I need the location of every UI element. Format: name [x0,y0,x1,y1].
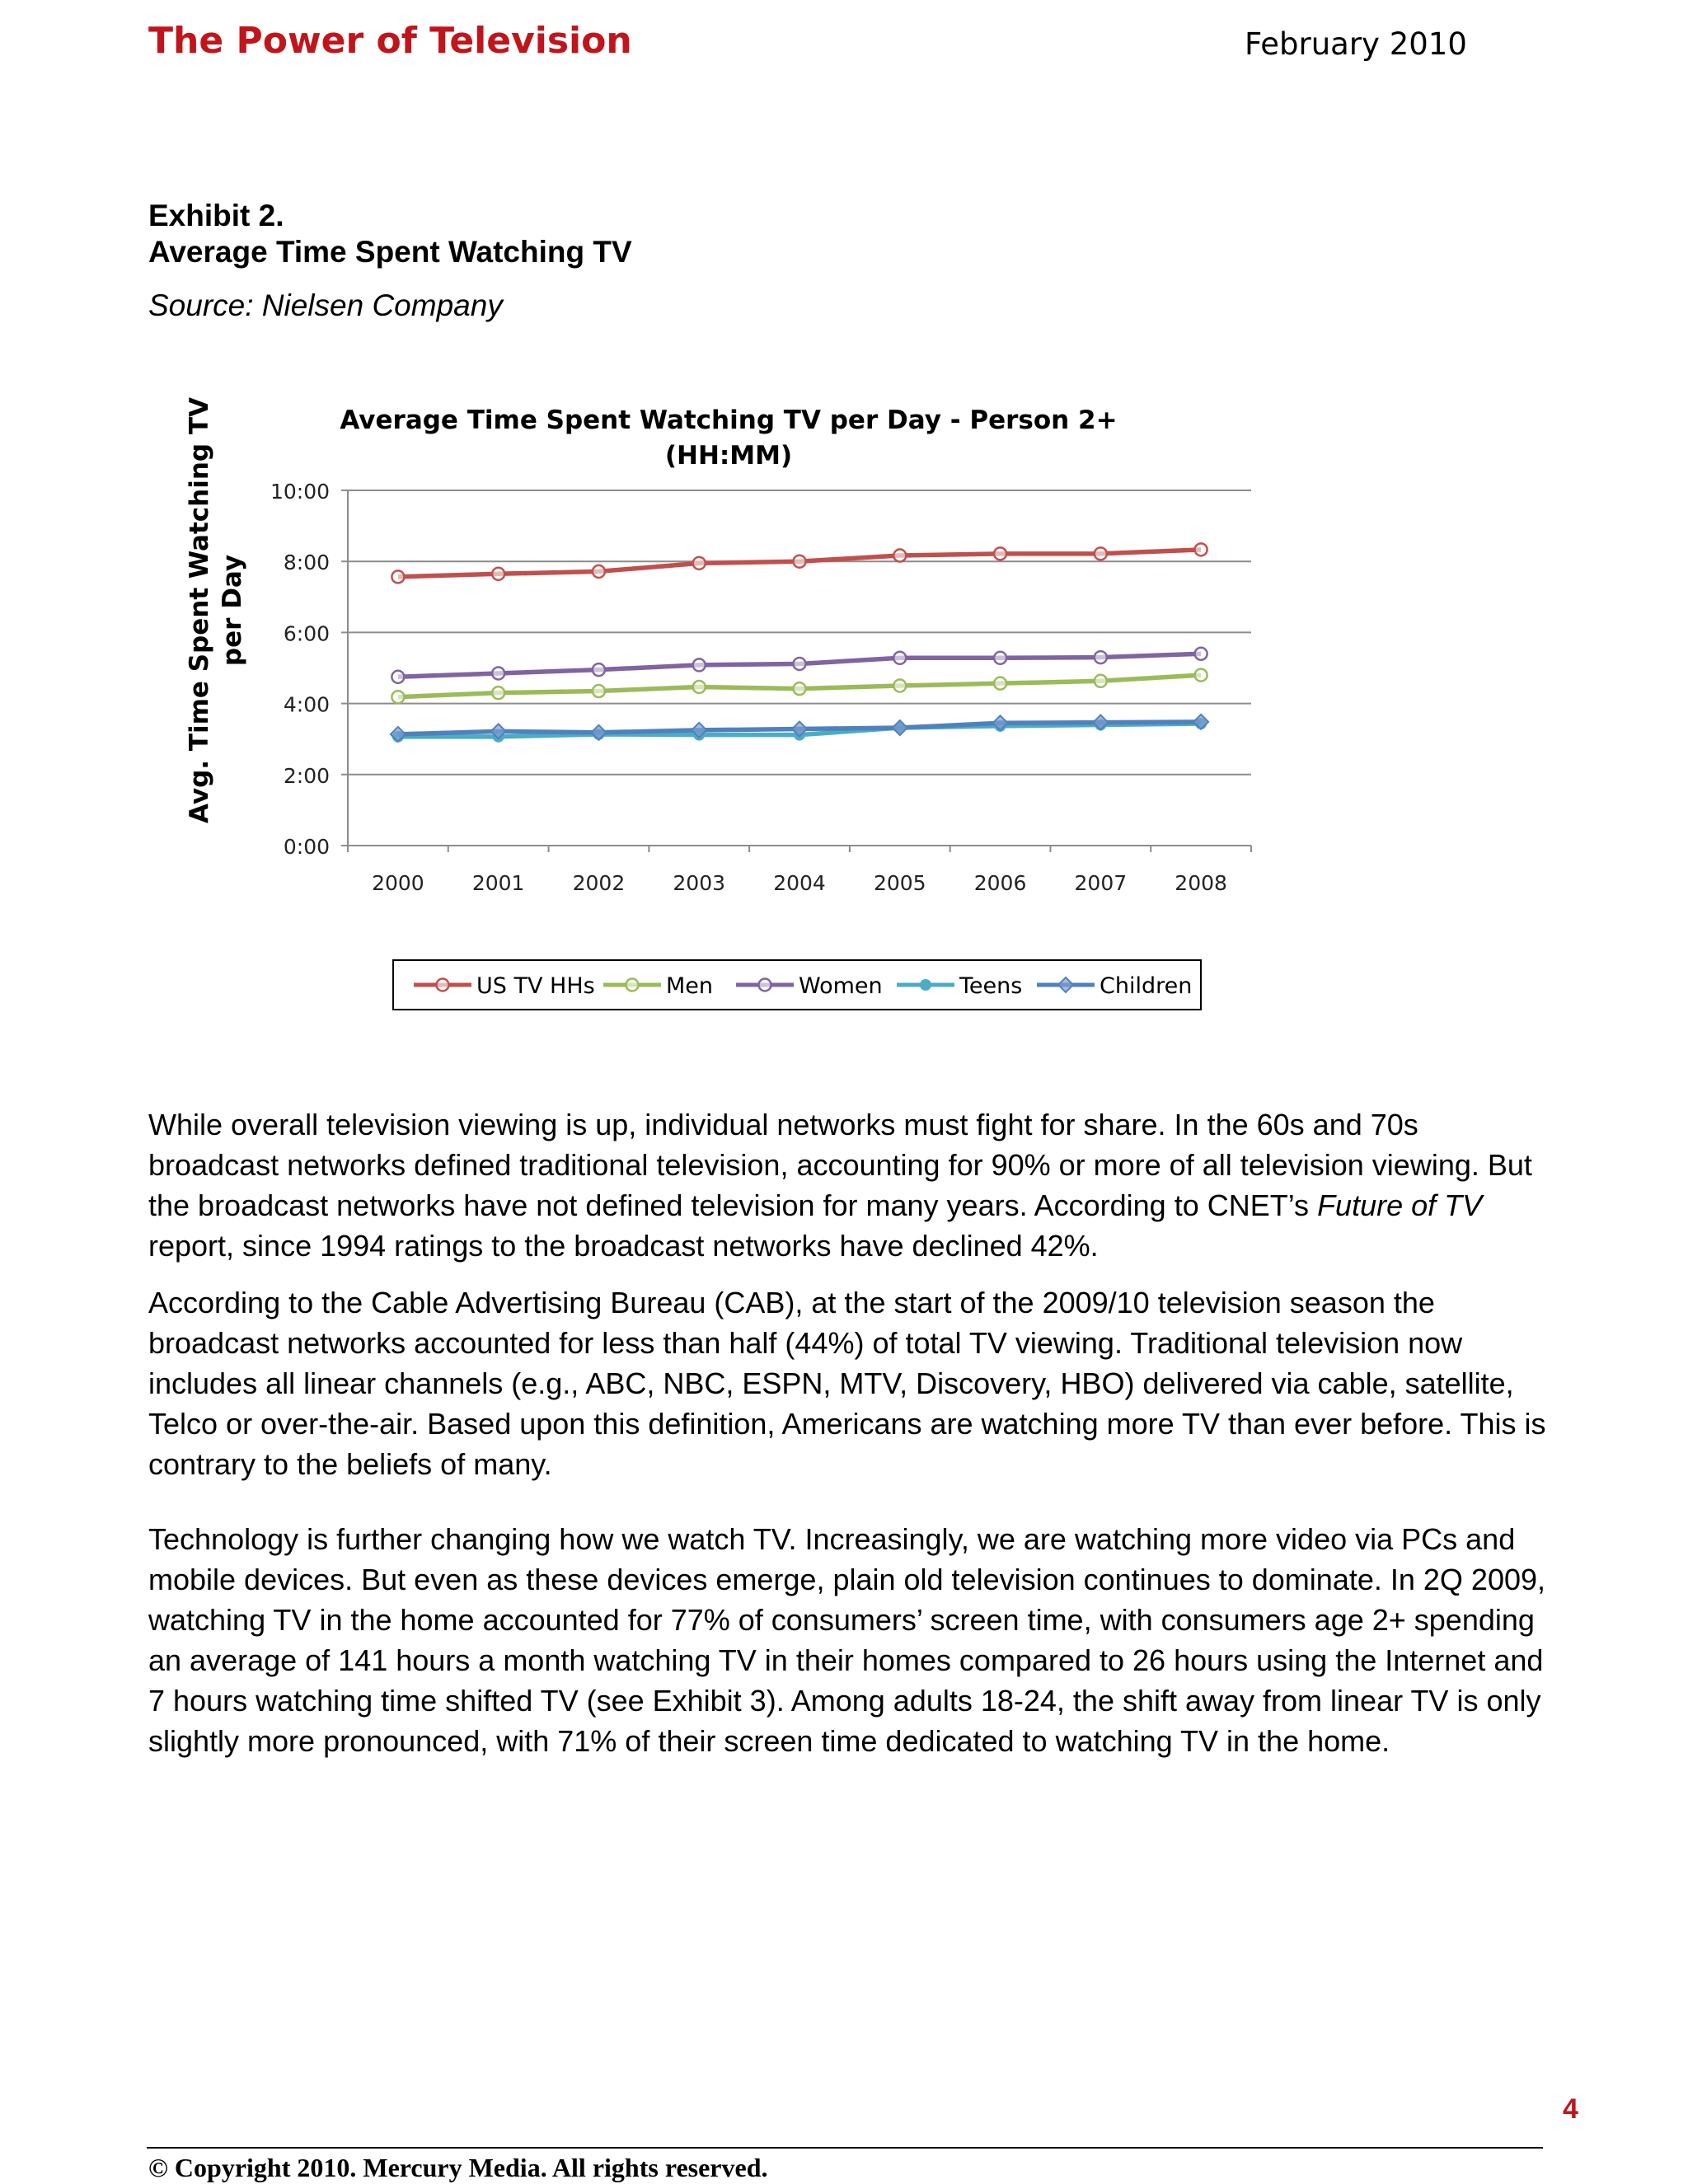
tv-viewing-chart [165,387,1269,1096]
y-axis-label-line-2: per Day [218,554,247,667]
chart-title-line-1: Average Time Spent Watching TV per Day - Person 2+ [340,405,1118,435]
text-run: While overall television viewing is up, individual networks must fight for share. In the 60s and 70s broadcast networks defined traditional television, accounting for 90% or more of all television viewing. But the broadcast networks have not defined television for many years. According to CNET’s [148,1108,1532,1222]
legend-marker-us-tv-hhs [437,979,449,991]
x-tick-label: 2002 [572,871,626,895]
data-point-women [1095,651,1107,663]
data-point-women [693,658,706,671]
data-point-children [1193,715,1208,729]
data-point-us-tv-hhs [693,557,706,569]
legend-marker-women [759,979,771,991]
y-tick-label: 6:00 [283,621,330,646]
exhibit-title: Average Time Spent Watching TV [148,235,632,269]
data-point-us-tv-hhs [1195,543,1207,555]
y-axis-label-line-1: Avg. Time Spent Watching TV [185,396,214,824]
data-point-us-tv-hhs [593,565,605,578]
y-tick-label: 10:00 [270,480,330,504]
copyright-notice: © Copyright 2010. Mercury Media. All rights reserved. [148,2153,768,2182]
data-point-women [1195,648,1207,660]
data-point-us-tv-hhs [492,568,504,580]
data-point-men [1195,669,1207,682]
y-tick-label: 4:00 [283,692,330,717]
x-tick-label: 2004 [773,871,826,895]
italic-run: Future of TV [1317,1188,1483,1222]
exhibit-label: Exhibit 2. [148,199,284,232]
data-point-children [893,720,907,735]
data-point-men [492,687,504,699]
y-tick-label: 0:00 [283,835,330,859]
footer-divider [147,2147,1543,2149]
exhibit-source: Source: Nielsen Company [148,288,503,322]
data-point-us-tv-hhs [994,547,1006,560]
document-header-title: The Power of Television [148,20,632,62]
data-point-us-tv-hhs [794,555,806,568]
legend-label-teens: Teens [959,973,1023,999]
paragraph-2 [148,1282,1550,1484]
data-point-women [794,658,806,670]
x-tick-label: 2003 [673,871,726,895]
data-point-children [591,725,606,740]
y-tick-label: 2:00 [283,763,330,788]
data-point-men [794,682,806,695]
data-point-us-tv-hhs [1095,547,1107,560]
data-point-women [392,671,404,683]
text-run: Technology is further changing how we watch TV. Increasingly, we are watching more video via PCs and mobile devices. But even as these devices emerge, plain old television continues to dominate. In 2Q 2009, watching TV in the home accounted for 77% of consumers’ screen time, with consumers age 2+ spending an average of 141 hours a month watching TV in their homes compared to 26 hours using the Internet and 7 hours watching time shifted TV (see Exhibit 3). Among adults 18-24, the shift away from linear TV is only slightly more pronounced, with 71% of their screen time dedicated to watching TV in the home. [148,1522,1546,1758]
data-point-men [893,680,906,692]
x-tick-label: 2005 [873,871,926,895]
page-number: 4 [1563,2093,1578,2125]
paragraph-1 [148,1104,1550,1266]
data-point-women [994,652,1006,664]
paragraph-3 [148,1519,1550,1761]
legend-label-children: Children [1100,973,1193,999]
data-point-children [391,727,406,742]
data-point-children [1093,715,1108,730]
x-tick-label: 2000 [372,871,424,895]
data-point-women [593,663,605,676]
legend-label-men: Men [666,973,714,999]
document-date: February 2010 [1245,26,1467,62]
data-point-women [492,667,504,679]
legend-marker-men [626,979,639,991]
legend-marker-teens [921,980,931,991]
data-point-men [693,681,706,693]
data-point-us-tv-hhs [392,570,404,583]
data-point-men [593,685,605,697]
data-point-men [392,691,404,703]
text-run: According to the Cable Advertising Bureau (CAB), at the start of the 2009/10 television season the broadcast networks accounted for less than half (44%) of total TV viewing. Traditional television now includes all linear channels (e.g., ABC, NBC, ESPN, MTV, Discovery, HBO) delivered via cable, satellite, Telco or over-the-air. Based upon this definition, Americans are watching more TV than ever before. This is contrary to the beliefs of many. [148,1286,1546,1481]
chart-title-line-2: (HH:MM) [664,441,793,471]
x-tick-label: 2006 [973,871,1027,895]
legend-label-us-tv-hhs: US TV HHs [476,973,595,999]
legend-label-women: Women [799,973,883,999]
x-tick-label: 2008 [1175,871,1227,895]
data-point-men [1095,675,1107,687]
x-tick-label: 2007 [1074,871,1128,895]
data-point-us-tv-hhs [893,550,906,562]
y-tick-label: 8:00 [283,551,330,575]
chart-svg [165,387,1269,1096]
data-point-men [994,677,1006,690]
x-tick-label: 2001 [471,871,525,895]
text-run: report, since 1994 ratings to the broadcast networks have declined 42%. [148,1229,1099,1263]
data-point-women [893,652,906,664]
